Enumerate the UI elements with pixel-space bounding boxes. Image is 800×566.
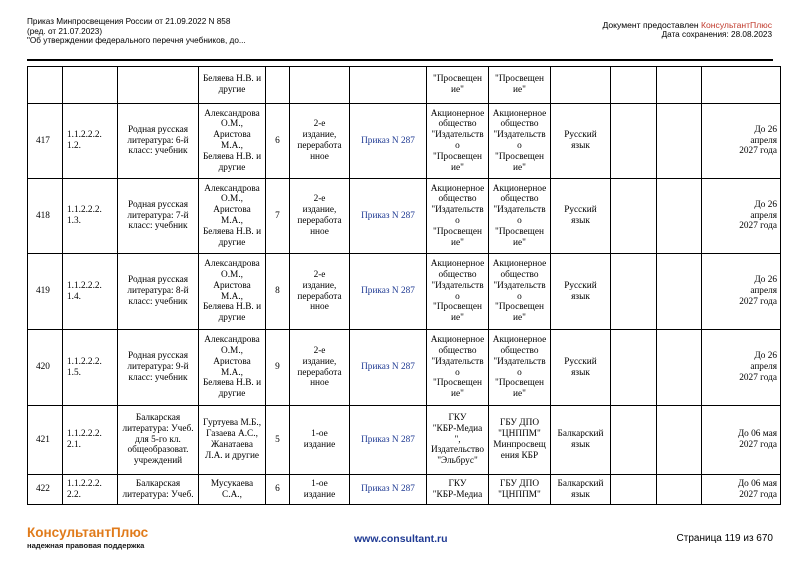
- code-cell: 1.1.2.2.2. 1.5.: [63, 330, 118, 406]
- save-date: Дата сохранения: 28.08.2023: [661, 30, 772, 39]
- empty-cell: [657, 67, 702, 104]
- publisher-cell: Акционерное общество "Издательств о "Просвещен ие": [427, 179, 489, 254]
- grade-cell: 8: [266, 254, 290, 330]
- footer-logo: КонсультантПлюс: [27, 525, 149, 540]
- publisher-cell: Акционерное общество "Издательств о "Просвещен ие": [427, 330, 489, 406]
- executor-cell: Акционерное общество "Издательств о "Просвещен ие": [489, 104, 551, 179]
- empty-cell: [611, 254, 657, 330]
- title-cell: [118, 67, 199, 104]
- author-cell: Беляева Н.В. и другие: [199, 67, 266, 104]
- title-cell: Родная русская литература: 8-й класс: учебник: [118, 254, 199, 330]
- validity-cell: [702, 67, 781, 104]
- page-counter: Страница 119 из 670: [676, 533, 773, 544]
- language-cell: Балкарский язык: [551, 475, 611, 505]
- publisher-cell: Акционерное общество "Издательств о "Просвещен ие": [427, 254, 489, 330]
- edition-cell: 2-е издание, переработа нное: [290, 104, 350, 179]
- title-cell: Родная русская литература: 6-й класс: учебник: [118, 104, 199, 179]
- order-cell: [350, 67, 427, 104]
- empty-cell: [657, 330, 702, 406]
- publisher-cell: "Просвещен ие": [427, 67, 489, 104]
- table-row: [28, 330, 781, 406]
- empty-cell: [611, 179, 657, 254]
- empty-cell: [611, 104, 657, 179]
- validity-cell: До 26 апреля 2027 года: [702, 254, 781, 330]
- empty-cell: [657, 104, 702, 179]
- code-cell: 1.1.2.2.2. 1.4.: [63, 254, 118, 330]
- validity-cell: До 06 мая 2027 года: [702, 475, 781, 505]
- order-link[interactable]: Приказ N 287: [350, 475, 427, 505]
- order-link[interactable]: Приказ N 287: [350, 179, 427, 254]
- empty-cell: [657, 406, 702, 475]
- header-line: Приказ Минпросвещения России от 21.09.2022 N 858: [27, 17, 231, 26]
- author-cell: Мусукаева С.А.,: [199, 475, 266, 505]
- publisher-cell: ГКУ "КБР-Медиа: [427, 475, 489, 505]
- edition-cell: 1-ое издание: [290, 475, 350, 505]
- header-divider: [27, 59, 773, 61]
- language-cell: Русский язык: [551, 104, 611, 179]
- provider-brand-link[interactable]: КонсультантПлюс: [701, 20, 772, 30]
- order-link[interactable]: Приказ N 287: [350, 330, 427, 406]
- empty-cell: [657, 254, 702, 330]
- header-line: "Об утверждении федерального перечня учебников, до...: [27, 36, 246, 46]
- publisher-cell: ГКУ "КБР-Медиа ", Издательство "Эльбрус": [427, 406, 489, 475]
- row-number-cell: 419: [28, 254, 63, 330]
- language-cell: Русский язык: [551, 179, 611, 254]
- edition-cell: 1-ое издание: [290, 406, 350, 475]
- code-cell: 1.1.2.2.2. 1.2.: [63, 104, 118, 179]
- table-row-partial: [28, 67, 781, 104]
- empty-cell: [657, 179, 702, 254]
- footer-brand: [27, 525, 148, 550]
- edition-cell: [290, 67, 350, 104]
- language-cell: [551, 67, 611, 104]
- row-number-cell: 421: [28, 406, 63, 475]
- executor-cell: Акционерное общество "Издательств о "Просвещен ие": [489, 254, 551, 330]
- table-row: [28, 406, 781, 475]
- table-row: [28, 179, 781, 254]
- empty-cell: [657, 475, 702, 505]
- code-cell: 1.1.2.2.2. 2.1.: [63, 406, 118, 475]
- header-line: (ред. от 21.07.2023): [27, 26, 103, 36]
- provider-prefix: Документ предоставлен: [602, 20, 701, 30]
- executor-cell: ГБУ ДПО "ЦНППМ" Минпросвещ ения КБР: [489, 406, 551, 475]
- empty-cell: [611, 475, 657, 505]
- grade-cell: 6: [266, 104, 290, 179]
- title-cell: Родная русская литература: 9-й класс: учебник: [118, 330, 199, 406]
- table-row: [28, 475, 781, 505]
- executor-cell: ГБУ ДПО "ЦНППМ": [489, 475, 551, 505]
- grade-cell: [266, 67, 290, 104]
- textbook-table: [27, 66, 781, 505]
- grade-cell: 6: [266, 475, 290, 505]
- language-cell: Русский язык: [551, 254, 611, 330]
- edition-cell: 2-е издание, переработа нное: [290, 254, 350, 330]
- executor-cell: Акционерное общество "Издательств о "Просвещен ие": [489, 330, 551, 406]
- document-title-header: [27, 17, 246, 46]
- row-number-cell: 418: [28, 179, 63, 254]
- empty-cell: [611, 330, 657, 406]
- author-cell: Гуртуева М.Б., Газаева А.С., Жанатаева Л.А. и другие: [199, 406, 266, 475]
- edition-cell: 2-е издание, переработа нное: [290, 330, 350, 406]
- author-cell: Александрова О.М., Аристова М.А., Беляева Н.В. и другие: [199, 330, 266, 406]
- footer-tagline: надежная правовая поддержка: [27, 541, 145, 550]
- author-cell: Александрова О.М., Аристова М.А., Беляева Н.В. и другие: [199, 104, 266, 179]
- language-cell: Русский язык: [551, 330, 611, 406]
- publisher-cell: Акционерное общество "Издательств о "Просвещен ие": [427, 104, 489, 179]
- row-number-cell: 420: [28, 330, 63, 406]
- order-link[interactable]: Приказ N 287: [350, 254, 427, 330]
- author-cell: Александрова О.М., Аристова М.А., Беляева Н.В. и другие: [199, 179, 266, 254]
- executor-cell: "Просвещен ие": [489, 67, 551, 104]
- code-cell: 1.1.2.2.2. 2.2.: [63, 475, 118, 505]
- grade-cell: 7: [266, 179, 290, 254]
- validity-cell: До 26 апреля 2027 года: [702, 330, 781, 406]
- row-number-cell: [28, 67, 63, 104]
- grade-cell: 9: [266, 330, 290, 406]
- title-cell: Родная русская литература: 7-й класс: учебник: [118, 179, 199, 254]
- empty-cell: [611, 406, 657, 475]
- title-cell: Балкарская литература: Учеб. для 5-го кл. общеобразоват. учреждений: [118, 406, 199, 475]
- code-cell: [63, 67, 118, 104]
- order-link[interactable]: Приказ N 287: [350, 406, 427, 475]
- code-cell: 1.1.2.2.2. 1.3.: [63, 179, 118, 254]
- edition-cell: 2-е издание, переработа нное: [290, 179, 350, 254]
- grade-cell: 5: [266, 406, 290, 475]
- row-number-cell: 417: [28, 104, 63, 179]
- empty-cell: [611, 67, 657, 104]
- title-cell: Балкарская литература: Учеб.: [118, 475, 199, 505]
- row-number-cell: 422: [28, 475, 63, 505]
- table-row: [28, 254, 781, 330]
- validity-cell: До 26 апреля 2027 года: [702, 104, 781, 179]
- executor-cell: Акционерное общество "Издательств о "Просвещен ие": [489, 179, 551, 254]
- provider-header: [602, 20, 772, 40]
- author-cell: Александрова О.М., Аристова М.А., Беляева Н.В. и другие: [199, 254, 266, 330]
- footer-url-link[interactable]: www.consultant.ru: [354, 533, 448, 545]
- language-cell: Балкарский язык: [551, 406, 611, 475]
- validity-cell: До 06 мая 2027 года: [702, 406, 781, 475]
- table-row: [28, 104, 781, 179]
- validity-cell: До 26 апреля 2027 года: [702, 179, 781, 254]
- order-link[interactable]: Приказ N 287: [350, 104, 427, 179]
